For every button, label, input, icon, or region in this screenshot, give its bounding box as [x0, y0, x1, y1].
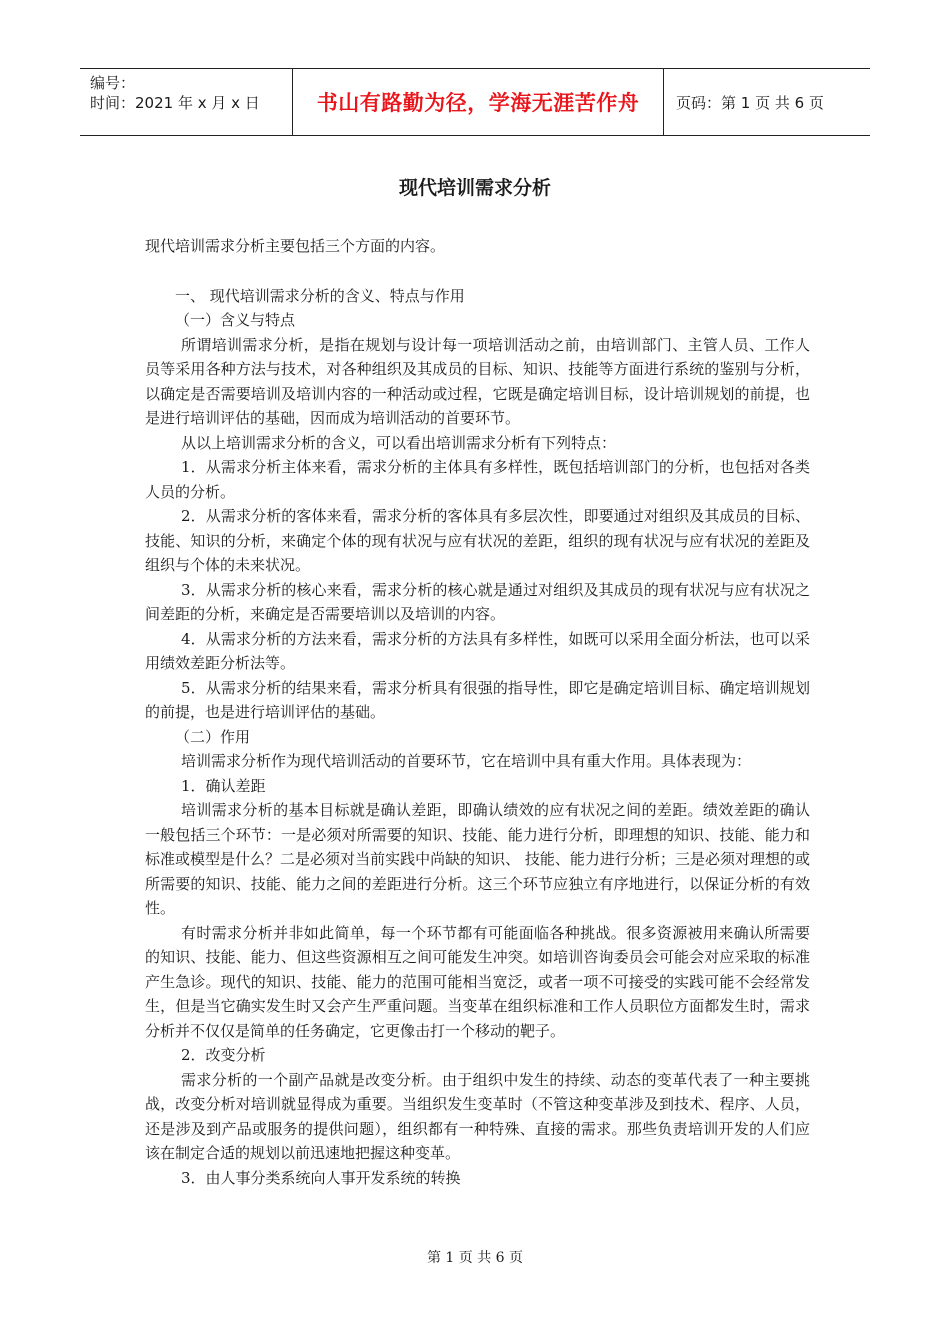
item-heading: 1．确认差距	[181, 776, 266, 795]
document-title: 现代培训需求分析	[398, 177, 551, 199]
list-item: 2．从需求分析的客体来看，需求分析的客体具有多层次性，即要通过对组织及其成员的目标、技能、知识的分析，来确定个体的现有状况与应有状况的差距，组织的现有状况与应有状况的差距及组织与个体的未来状况。	[145, 507, 810, 574]
list-item: 4．从需求分析的方法来看，需求分析的方法具有多样性，如既可以采用全面分析法，也可以采用绩效差距分析法等。	[145, 629, 810, 672]
list-item: 3．从需求分析的核心来看，需求分析的核心就是通过对组织及其成员的现有状况与应有状况之间差距的分析，来确定是否需要培训以及培训的内容。	[145, 580, 810, 623]
page-footer: 第 1 页 共 6 页	[426, 1250, 524, 1266]
item-heading: 2．改变分析	[181, 1046, 266, 1064]
paragraph: 从以上培训需求分析的含义，可以看出培训需求分析有下列特点：	[181, 433, 617, 452]
subsection-heading: （二）作用	[175, 727, 251, 746]
time-label: 时间：2021 年 x 月 x 日	[90, 94, 260, 112]
number-label: 编号：	[90, 74, 136, 92]
document-header	[80, 68, 870, 136]
section-heading: 一、 现代培训需求分析的含义、特点与作用	[175, 286, 465, 305]
header-motto: 书山有路勤为径，学海无涯苦作舟	[293, 69, 664, 136]
list-item: 1．从需求分析主体来看，需求分析的主体具有多样性，既包括培训部门的分析，也包括对各类人员的分析。	[145, 458, 810, 501]
header-page-info: 页码：第 1 页 共 6 页	[664, 69, 871, 136]
paragraph: 培训需求分析作为现代培训活动的首要环节，它在培训中具有重大作用。具体表现为：	[181, 752, 752, 770]
paragraph: 所谓培训需求分析，是指在规划与设计每一项培训活动之前，由培训部门、主管人员、工作人员等采用各种方法与技术，对各种组织及其成员的目标、知识、技能等方面进行系统的鉴别与分析，以确定是否需要培训及培训内容的一种活动或过程，它既是确定培训目标，设计培训规划的前提，也是进行培训评估的基础，因而成为培训活动的首要环节。	[145, 335, 810, 427]
list-item: 5．从需求分析的结果来看，需求分析具有很强的指导性，即它是确定培训目标、确定培训规划的前提，也是进行培训评估的基础。	[145, 678, 810, 721]
intro-paragraph: 现代培训需求分析主要包括三个方面的内容。	[145, 237, 446, 255]
paragraph: 需求分析的一个副产品就是改变分析。由于组织中发生的持续、动态的变革代表了一种主要挑战，改变分析对培训就显得成为重要。当组织发生变革时（不管这种变革涉及到技术、程序、人员，还是涉及到产品或服务的提供问题），组织都有一种特殊、直接的需求。那些负责培训开发的人们应该在制定合适的规划以前迅速地把握这种变革。	[145, 1070, 810, 1162]
item-heading: 3．由人事分类系统向人事开发系统的转换	[181, 1168, 461, 1187]
subsection-heading: （一）含义与特点	[175, 311, 296, 329]
header-meta-cell	[80, 69, 293, 136]
paragraph: 培训需求分析的基本目标就是确认差距，即确认绩效的应有状况之间的差距。绩效差距的确认一般包括三个环节：一是必须对所需要的知识、技能、能力进行分析，即理想的知识、技能、能力和标准或模型是什么？二是必须对当前实践中尚缺的知识、 技能、能力进行分析；三是必须对理想的或所需要的知识、技能、能力之间的差距进行分析。这三个环节应独立有序地进行，以保证分析的有效性。	[145, 801, 810, 917]
paragraph: 有时需求分析并非如此简单，每一个环节都有可能面临各种挑战。很多资源被用来确认所需要的知识、技能、能力、但这些资源相互之间可能发生冲突。如培训咨询委员会可能会对应采取的标准产生急诊。现代的知识、技能、能力的范围可能相当宽泛，或者一项不可接受的实践可能不会经常发生，但是当它确实发生时又会产生严重问题。当变革在组织标准和工作人员职位方面都发生时，需求分析并不仅仅是简单的任务确定，它更像击打一个移动的靶子。	[145, 923, 810, 1040]
document-body	[145, 234, 810, 1190]
